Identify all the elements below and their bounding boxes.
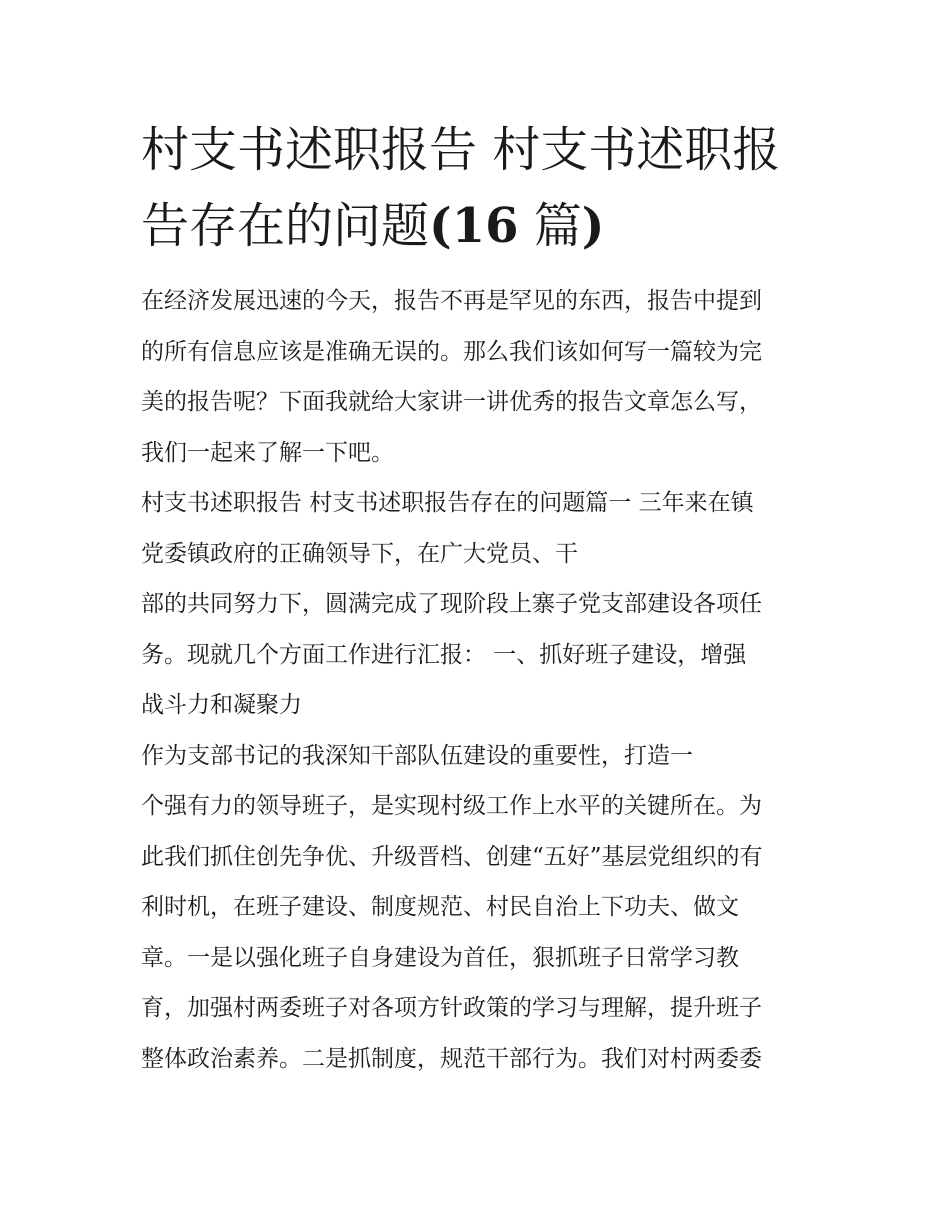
document-title	[141, 112, 831, 264]
body-line: 作为支部书记的我深知干部队伍建设的重要性，打造一	[141, 742, 693, 769]
body-line: 整体政治素养。二是抓制度，规范干部行为。我们对村两委委	[141, 1045, 762, 1072]
document-body	[141, 276, 831, 1084]
body-line: 在经济发展迅速的今天，报告不再是罕见的东西，报告中提到	[141, 288, 762, 314]
body-line: 党委镇政府的正确领导下，在广大党员、干	[141, 540, 578, 567]
body-line: 此我们抓住创先争优、升级晋档、创建“五好”基层党组织的有	[141, 843, 763, 870]
body-line: 战斗力和凝聚力	[141, 692, 302, 718]
body-line: 个强有力的领导班子，是实现村级工作上水平的关键所在。为	[141, 793, 762, 819]
body-line: 务。现就几个方面工作进行汇报： 一、抓好班子建设，增强	[141, 641, 747, 668]
title-count-unit: 篇	[518, 198, 582, 254]
body-line: 章。一是以强化班子自身建设为首任，狠抓班子日常学习教	[141, 944, 739, 971]
body-line: 村支书述职报告 村支书述职报告存在的问题篇一 三年来在镇	[141, 490, 754, 516]
body-line: 育，加强村两委班子对各项方针政策的学习与理解，提升班子	[141, 995, 762, 1021]
body-line: 利时机，在班子建设、制度规范、村民自治上下功夫、做文	[141, 894, 739, 920]
body-line: 部的共同努力下，圆满完成了现阶段上寨子党支部建设各项任	[141, 591, 762, 617]
title-line-1: 村支书述职报告 村支书述职报	[141, 122, 781, 178]
body-line: 我们一起来了解一下吧。	[141, 439, 394, 466]
title-line-2	[141, 188, 831, 264]
body-line: 美的报告呢？下面我就给大家讲一讲优秀的报告文章怎么写，	[141, 389, 762, 415]
title-count-open: (16	[429, 198, 519, 254]
title-line-2-text: 告存在的问题	[141, 198, 430, 254]
body-line: 的所有信息应该是准确无误的。那么我们该如何写一篇较为完	[141, 338, 762, 365]
title-count-close: )	[581, 198, 605, 254]
